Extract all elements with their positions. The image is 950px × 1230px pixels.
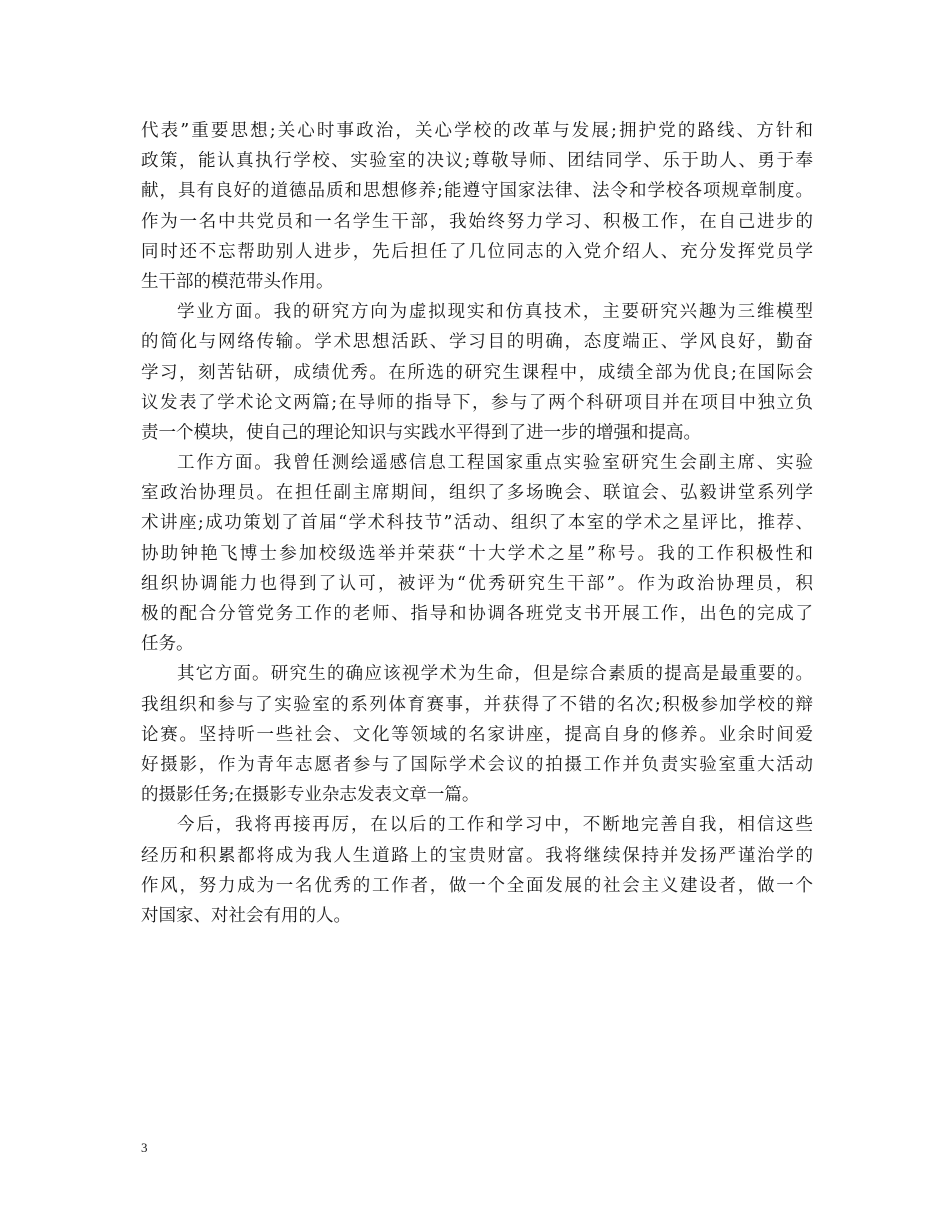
text-line: 的简化与网络传输。学术思想活跃、学习目的明确，态度端正、学风良好，勤奋 [141,332,813,353]
text-line: 其它方面。研究生的确应该视学术为生命，但是综合素质的提高是最重要的。 [177,664,813,685]
text-line: 任务。 [141,634,194,655]
text-line: 今后，我将再接再厉，在以后的工作和学习中，不断地完善自我，相信这些 [177,815,813,836]
paragraph-other [141,659,813,810]
text-line: 我组织和参与了实验室的系列体育赛事，并获得了不错的名次;积极参加学校的辩 [141,694,813,715]
text-line: 学业方面。我的研究方向为虚拟现实和仿真技术，主要研究兴趣为三维模型 [177,302,813,323]
paragraph-work [141,448,813,659]
text-line: 同时还不忘帮助别人进步，先后担任了几位同志的入党介绍人、充分发挥党员学 [141,241,813,262]
paragraph-future [141,810,813,931]
text-line: 好摄影，作为青年志愿者参与了国际学术会议的拍摄工作并负责实验室重大活动 [141,754,813,775]
text-line: 责一个模块，使自己的理论知识与实践水平得到了进一步的增强和提高。 [141,422,701,443]
paragraph-political [141,116,813,297]
text-line: 协助钟艳飞博士参加校级选举并荣获“十大学术之星”称号。我的工作积极性和 [141,543,813,564]
text-line: 作为一名中共党员和一名学生干部，我始终努力学习、积极工作，在自己进步的 [141,211,813,232]
text-line: 对国家、对社会有用的人。 [141,905,351,926]
text-line: 室政治协理员。在担任副主席期间，组织了多场晚会、联谊会、弘毅讲堂系列学 [141,483,813,504]
text-line: 术讲座;成功策划了首届“学术科技节”活动、组织了本室的学术之星评比，推荐、 [141,513,813,534]
text-line: 献，具有良好的道德品质和思想修养;能遵守国家法律、法令和学校各项规章制度。 [141,181,813,202]
document-body [141,116,813,931]
text-line: 政策，能认真执行学校、实验室的决议;尊敬导师、团结同学、乐于助人、勇于奉 [141,151,813,172]
text-line: 的摄影任务;在摄影专业杂志发表文章一篇。 [141,785,480,806]
text-line: 生干部的模范带头作用。 [141,271,334,292]
text-line: 组织协调能力也得到了认可，被评为“优秀研究生干部”。作为政治协理员，积 [141,573,813,594]
text-line: 代表”重要思想;关心时事政治，关心学校的改革与发展;拥护党的路线、方针和 [141,121,813,141]
text-line: 论赛。坚持听一些社会、文化等领域的名家讲座，提高自身的修养。业余时间爱 [141,724,813,745]
text-line: 作风，努力成为一名优秀的工作者，做一个全面发展的社会主义建设者，做一个 [141,875,813,896]
page-number: 3 [141,1140,148,1155]
paragraph-academic [141,297,813,448]
text-line: 工作方面。我曾任测绘遥感信息工程国家重点实验室研究生会副主席、实验 [177,453,813,474]
text-line: 极的配合分管党务工作的老师、指导和协调各班党支书开展工作，出色的完成了 [141,604,813,624]
text-line: 学习，刻苦钻研，成绩优秀。在所选的研究生课程中，成绩全部为优良;在国际会 [141,362,813,383]
text-line: 经历和积累都将成为我人生道路上的宝贵财富。我将继续保持并发扬严谨治学的 [141,845,813,866]
text-line: 议发表了学术论文两篇;在导师的指导下，参与了两个科研项目并在项目中独立负 [141,392,813,413]
